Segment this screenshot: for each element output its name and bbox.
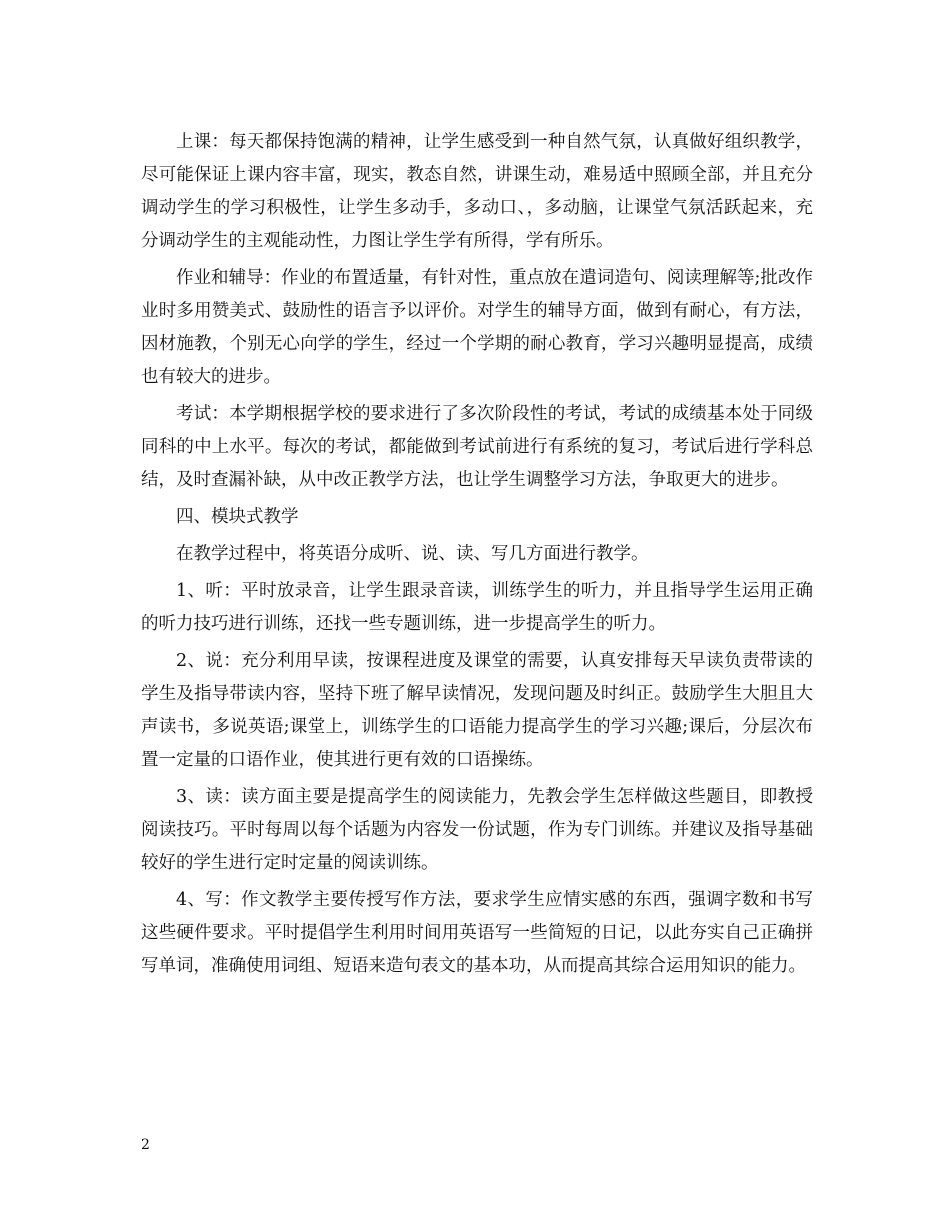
paragraph-intro: 在教学过程中，将英语分成听、说、读、写几方面进行教学。 bbox=[176, 544, 649, 564]
paragraph-writing: 4、写：作文教学主要传授写作方法，要求学生应情实感的东西，强调字数和书写这些硬件要求。平时提倡学生利用时间用英语写一些简短的日记，以此夯实自己正确拼写单词，准确使用词组、短语来造句表文的基本功，从而提高其综合运用知识的能力。 bbox=[141, 890, 813, 976]
body-text bbox=[141, 126, 813, 987]
page-number: 2 bbox=[141, 1137, 150, 1153]
paragraph-speaking: 2、说：充分利用早读，按课程进度及课堂的需要，认真安排每天早读负责带读的学生及指导带读内容，坚持下班了解早读情况，发现问题及时纠正。鼓励学生大胆且大声读书，多说英语;课堂上，训练学生的口语能力提高学生的学习兴趣;课后，分层次布置一定量的口语作业，使其进行更有效的口语操练。 bbox=[141, 651, 813, 770]
section-heading-module-teaching: 四、模块式教学 bbox=[176, 507, 299, 527]
paragraph-homework: 作业和辅导：作业的布置适量，有针对性，重点放在遣词造句、阅读理解等;批改作业时多用赞美式、鼓励性的语言予以评价。对学生的辅导方面，做到有耐心，有方法，因材施教，个别无心向学的学生，经过一个学期的耐心教育，学习兴趣明显提高，成绩也有较大的进步。 bbox=[141, 268, 813, 387]
paragraph-lesson: 上课：每天都保持饱满的精神，让学生感受到一种自然气氛，认真做好组织教学，尽可能保证上课内容丰富，现实，教态自然，讲课生动，难易适中照顾全部，并且充分调动学生的学习积极性，让学生多动手，多动口、，多动脑，让课堂气氛活跃起来，充分调动学生的主观能动性，力图让学生学有所得，学有所乐。 bbox=[141, 132, 813, 251]
paragraph-exam: 考试：本学期根据学校的要求进行了多次阶段性的考试，考试的成绩基本处于同级同科的中上水平。每次的考试，都能做到考试前进行有系统的复习，考试后进行学科总结，及时查漏补缺，从中改正教学方法，也让学生调整学习方法，争取更大的进步。 bbox=[141, 404, 813, 490]
paragraph-listening: 1、听：平时放录音，让学生跟录音读，训练学生的听力，并且指导学生运用正确的听力技巧进行训练，还找一些专题训练，进一步提高学生的听力。 bbox=[141, 581, 813, 634]
paragraph-reading: 3、读：读方面主要是提高学生的阅读能力，先教会学生怎样做这些题目，即教授阅读技巧。平时每周以每个话题为内容发一份试题，作为专门训练。并建议及指导基础较好的学生进行定时定量的阅读训练。 bbox=[141, 787, 813, 873]
